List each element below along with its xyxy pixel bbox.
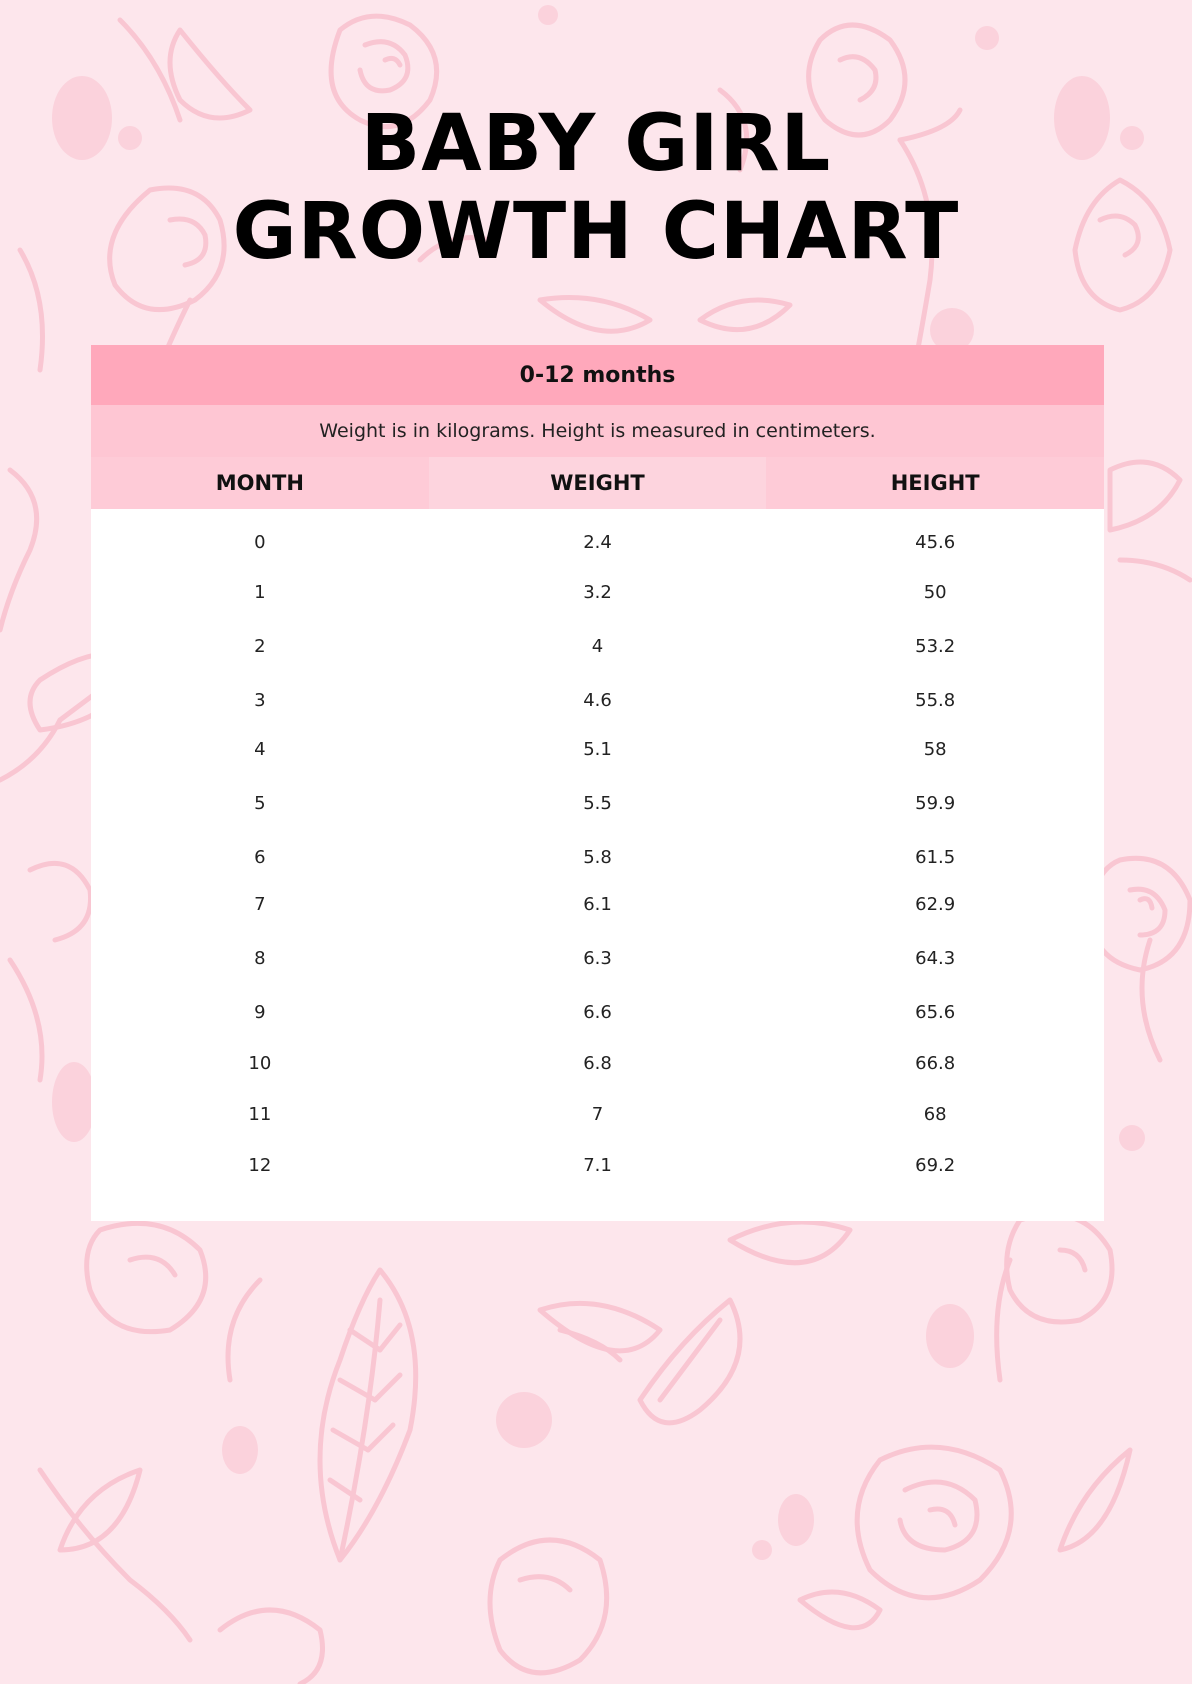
weight-cell: 5.8: [583, 846, 612, 868]
table-row: [91, 997, 1104, 1027]
table-row: [91, 577, 1104, 607]
units-note: Weight is in kilograms. Height is measured in centimeters.: [91, 405, 1104, 457]
height-cell: 68: [923, 1103, 947, 1125]
table-row: [91, 889, 1104, 919]
column-header-height: HEIGHT: [766, 457, 1104, 509]
table-row: [91, 788, 1104, 818]
page-title: [0, 100, 1192, 276]
weight-cell: 4.6: [583, 689, 612, 711]
month-cell: 12: [248, 1154, 272, 1176]
table-header-row: [91, 457, 1104, 509]
weight-cell: 5.1: [583, 738, 612, 760]
month-cell: 2: [254, 635, 266, 657]
month-cell: 3: [254, 689, 266, 711]
height-cell: 58: [923, 738, 947, 760]
height-cell: 45.6: [915, 531, 956, 553]
column-header-weight: WEIGHT: [429, 457, 767, 509]
height-cell: 69.2: [915, 1154, 956, 1176]
table-row: [91, 1048, 1104, 1078]
weight-cell: 7.1: [583, 1154, 612, 1176]
month-cell: 6: [254, 846, 266, 868]
weight-cell: 6.6: [583, 1001, 612, 1023]
title-line-1: BABY GIRL: [360, 99, 832, 189]
table-row: [91, 685, 1104, 715]
weight-cell: 5.5: [583, 792, 612, 814]
month-cell: 8: [254, 947, 266, 969]
height-cell: 55.8: [915, 689, 956, 711]
month-cell: 7: [254, 893, 266, 915]
age-range-header: 0-12 months: [91, 345, 1104, 405]
column-header-month: MONTH: [91, 457, 429, 509]
height-cell: 61.5: [915, 846, 956, 868]
table-row: [91, 1150, 1104, 1180]
height-cell: 64.3: [915, 947, 956, 969]
weight-cell: 2.4: [583, 531, 612, 553]
weight-cell: 6.1: [583, 893, 612, 915]
table-row: [91, 1099, 1104, 1129]
month-cell: 5: [254, 792, 266, 814]
height-cell: 53.2: [915, 635, 956, 657]
month-cell: 11: [248, 1103, 272, 1125]
height-cell: 59.9: [915, 792, 956, 814]
table-row: [91, 842, 1104, 872]
height-cell: 62.9: [915, 893, 956, 915]
weight-cell: 3.2: [583, 581, 612, 603]
weight-cell: 6.8: [583, 1052, 612, 1074]
weight-cell: 4: [591, 635, 604, 657]
month-cell: 0: [254, 531, 266, 553]
height-cell: 66.8: [915, 1052, 956, 1074]
title-line-2: GROWTH CHART: [232, 187, 960, 277]
table-body: [91, 509, 1104, 1221]
growth-table: [91, 345, 1104, 1221]
month-cell: 1: [254, 581, 266, 603]
table-row: [91, 631, 1104, 661]
height-cell: 50: [923, 581, 947, 603]
weight-cell: 6.3: [583, 947, 612, 969]
table-row: [91, 943, 1104, 973]
month-cell: 9: [254, 1001, 266, 1023]
month-cell: 10: [248, 1052, 272, 1074]
month-cell: 4: [254, 738, 266, 760]
table-row: [91, 734, 1104, 764]
weight-cell: 7: [591, 1103, 604, 1125]
height-cell: 65.6: [915, 1001, 956, 1023]
table-row: [91, 527, 1104, 557]
